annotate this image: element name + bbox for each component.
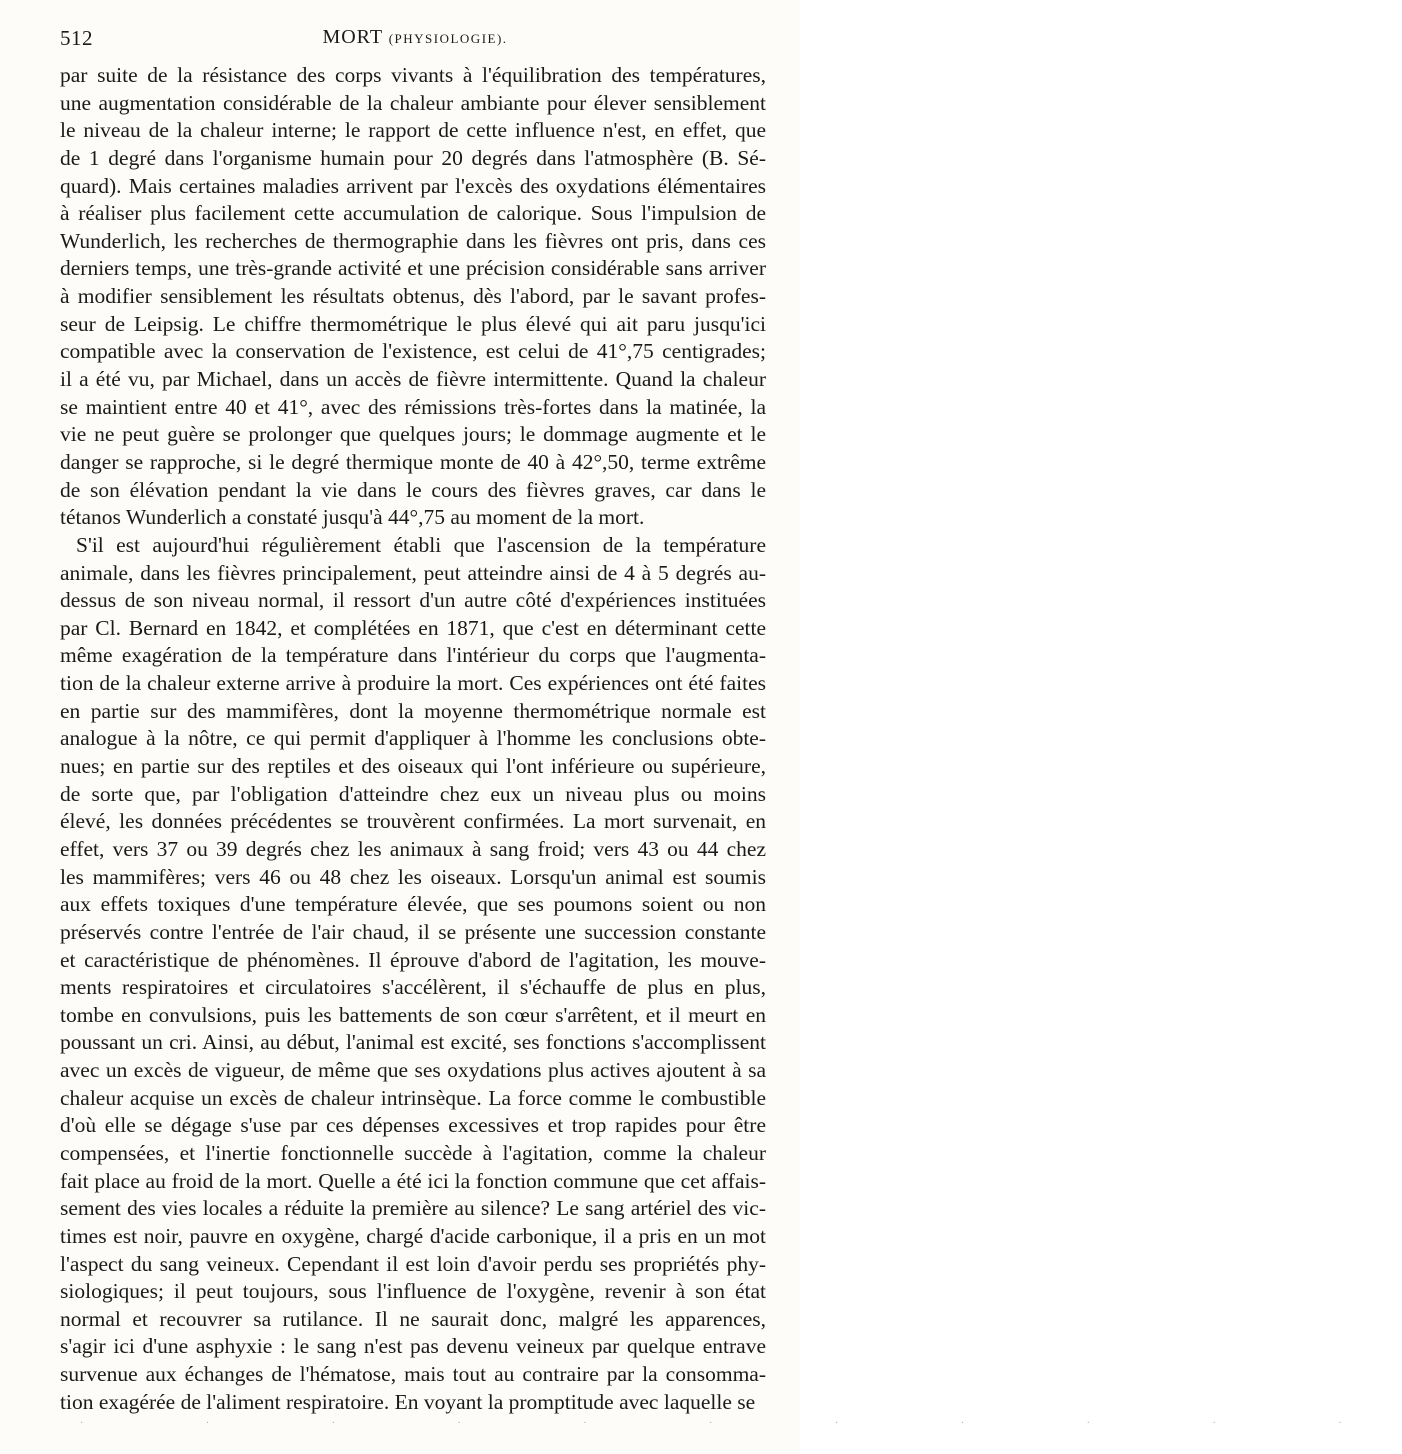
- text-line: compatible avec la conservation de l'existence, est celui de 41°,75 centigrades;: [60, 339, 766, 364]
- running-title-main: MORT: [322, 26, 383, 48]
- text-line: élevé, les données précédentes se trouvèrent confirmées. La mort survenait, en: [60, 809, 766, 834]
- text-line: fait place au froid de la mort. Quelle a été ici la fonction commune que cet affais-: [60, 1168, 766, 1193]
- text-line: à modifier sensiblement les résultats obtenus, dès l'abord, par le savant profes-: [60, 284, 766, 309]
- page-edge-specks: · · · · · · · · · · ·: [80, 1418, 1402, 1429]
- text-line: normal et recouvrer sa rutilance. Il ne saurait donc, malgré les apparences,: [60, 1306, 766, 1331]
- text-line: compensées, et l'inertie fonctionnelle succède à l'agitation, comme la chaleur: [60, 1140, 766, 1165]
- text-line: par suite de la résistance des corps vivants à l'équilibration des températures,: [60, 63, 766, 87]
- text-line: nues; en partie sur des reptiles et des oiseaux qui l'ont inférieure ou supérieure,: [60, 754, 766, 779]
- text-line: poussant un cri. Ainsi, au début, l'animal est excité, ses fonctions s'accomplissent: [60, 1030, 766, 1055]
- text-line: une augmentation considérable de la chaleur ambiante pour élever sensiblement: [60, 90, 766, 115]
- text-line: et caractéristique de phénomènes. Il éprouve d'abord de l'agitation, les mouve-: [60, 947, 766, 972]
- text-line: tombe en convulsions, puis les battements de son cœur s'arrêtent, et il meurt en: [60, 1002, 766, 1027]
- text-line: les mammifères; vers 46 ou 48 chez les oiseaux. Lorsqu'un animal est soumis: [60, 864, 766, 889]
- running-title: [60, 26, 770, 49]
- text-line: vie ne peut guère se prolonger que quelques jours; le dommage augmente et le: [60, 422, 766, 447]
- text-line: tion de la chaleur externe arrive à produire la mort. Ces expériences ont été faites: [60, 671, 766, 696]
- text-line: il a été vu, par Michael, dans un accès de fièvre intermittente. Quand la chaleur: [60, 367, 766, 392]
- text-line: seur de Leipsig. Le chiffre thermométrique le plus élevé qui ait paru jusqu'ici: [60, 311, 766, 336]
- text-line: en partie sur des mammifères, dont la moyenne thermométrique normale est: [60, 698, 766, 723]
- text-line: effet, vers 37 ou 39 degrés chez les animaux à sang froid; vers 43 ou 44 chez: [60, 836, 766, 861]
- text-line: préservés contre l'entrée de l'air chaud, il se présente une succession constante: [60, 919, 766, 944]
- page-number: 512: [60, 26, 93, 50]
- text-line: S'il est aujourd'hui régulièrement établi que l'ascension de la température: [76, 532, 766, 557]
- text-line: Wunderlich, les recherches de thermographie dans les fièvres ont pris, dans ces: [60, 228, 766, 253]
- text-line: derniers temps, une très-grande activité et une précision considérable sans arriver: [60, 256, 766, 281]
- text-line: à réaliser plus facilement cette accumulation de calorique. Sous l'impulsion de: [60, 201, 766, 226]
- text-line: tion exagérée de l'aliment respiratoire. En voyant la promptitude avec laquelle se: [60, 1389, 756, 1414]
- text-line: danger se rapproche, si le degré thermique monte de 40 à 42°,50, terme extrême: [60, 449, 766, 474]
- running-title-subtitle: (PHYSIOLOGIE).: [388, 31, 508, 46]
- text-line: se maintient entre 40 et 41°, avec des rémissions très-fortes dans la matinée, la: [60, 394, 766, 419]
- text-line: de 1 degré dans l'organisme humain pour 20 degrés dans l'atmosphère (B. Sé-: [60, 145, 766, 170]
- text-line: animale, dans les fièvres principalement, peut atteindre ainsi de 4 à 5 degrés au-: [60, 560, 766, 585]
- text-line: survenue aux échanges de l'hématose, mais tout au contraire par la consomma-: [60, 1362, 766, 1387]
- text-line: avec un excès de vigueur, de même que ses oxydations plus actives ajoutent à sa: [60, 1058, 766, 1083]
- text-line: aux effets toxiques d'une température élevée, que ses poumons soient ou non: [60, 892, 766, 917]
- text-line: siologiques; il peut toujours, sous l'influence de l'oxygène, revenir à son état: [60, 1279, 766, 1304]
- text-line: ments respiratoires et circulatoires s'accélèrent, il s'échauffe de plus en plus,: [60, 975, 766, 1000]
- text-line: tétanos Wunderlich a constaté jusqu'à 44°,75 au moment de la mort.: [60, 505, 645, 530]
- body-text: [60, 62, 766, 1416]
- text-line: times est noir, pauvre en oxygène, chargé d'acide carbonique, il a pris en un mot: [60, 1223, 766, 1248]
- text-line: d'où elle se dégage s'use par ces dépenses excessives et trop rapides pour être: [60, 1113, 766, 1138]
- text-line: quard). Mais certaines maladies arrivent par l'excès des oxydations élémentaires: [60, 173, 766, 198]
- text-line: l'aspect du sang veineux. Cependant il est loin d'avoir perdu ses propriétés phy-: [60, 1251, 766, 1276]
- running-head: [60, 26, 770, 56]
- text-line: sement des vies locales a réduite la première au silence? Le sang artériel des vic-: [60, 1196, 766, 1221]
- text-line: de son élévation pendant la vie dans le cours des fièvres graves, car dans le: [60, 477, 766, 502]
- text-line: de sorte que, par l'obligation d'atteindre chez eux un niveau plus ou moins: [60, 781, 766, 806]
- text-line: même exagération de la température dans l'intérieur du corps que l'augmenta-: [60, 643, 766, 668]
- text-line: s'agir ici d'une asphyxie : le sang n'est pas devenu veineux par quelque entrave: [60, 1334, 766, 1359]
- text-line: par Cl. Bernard en 1842, et complétées en 1871, que c'est en déterminant cette: [60, 615, 766, 640]
- text-line: le niveau de la chaleur interne; le rapport de cette influence n'est, en effet, que: [60, 118, 766, 143]
- text-line: analogue à la nôtre, ce qui permit d'appliquer à l'homme les conclusions obte-: [60, 726, 766, 751]
- text-line: chaleur acquise un excès de chaleur intrinsèque. La force comme le combustible: [60, 1085, 766, 1110]
- text-line: dessus de son niveau normal, il ressort d'un autre côté d'expériences instituées: [60, 588, 766, 613]
